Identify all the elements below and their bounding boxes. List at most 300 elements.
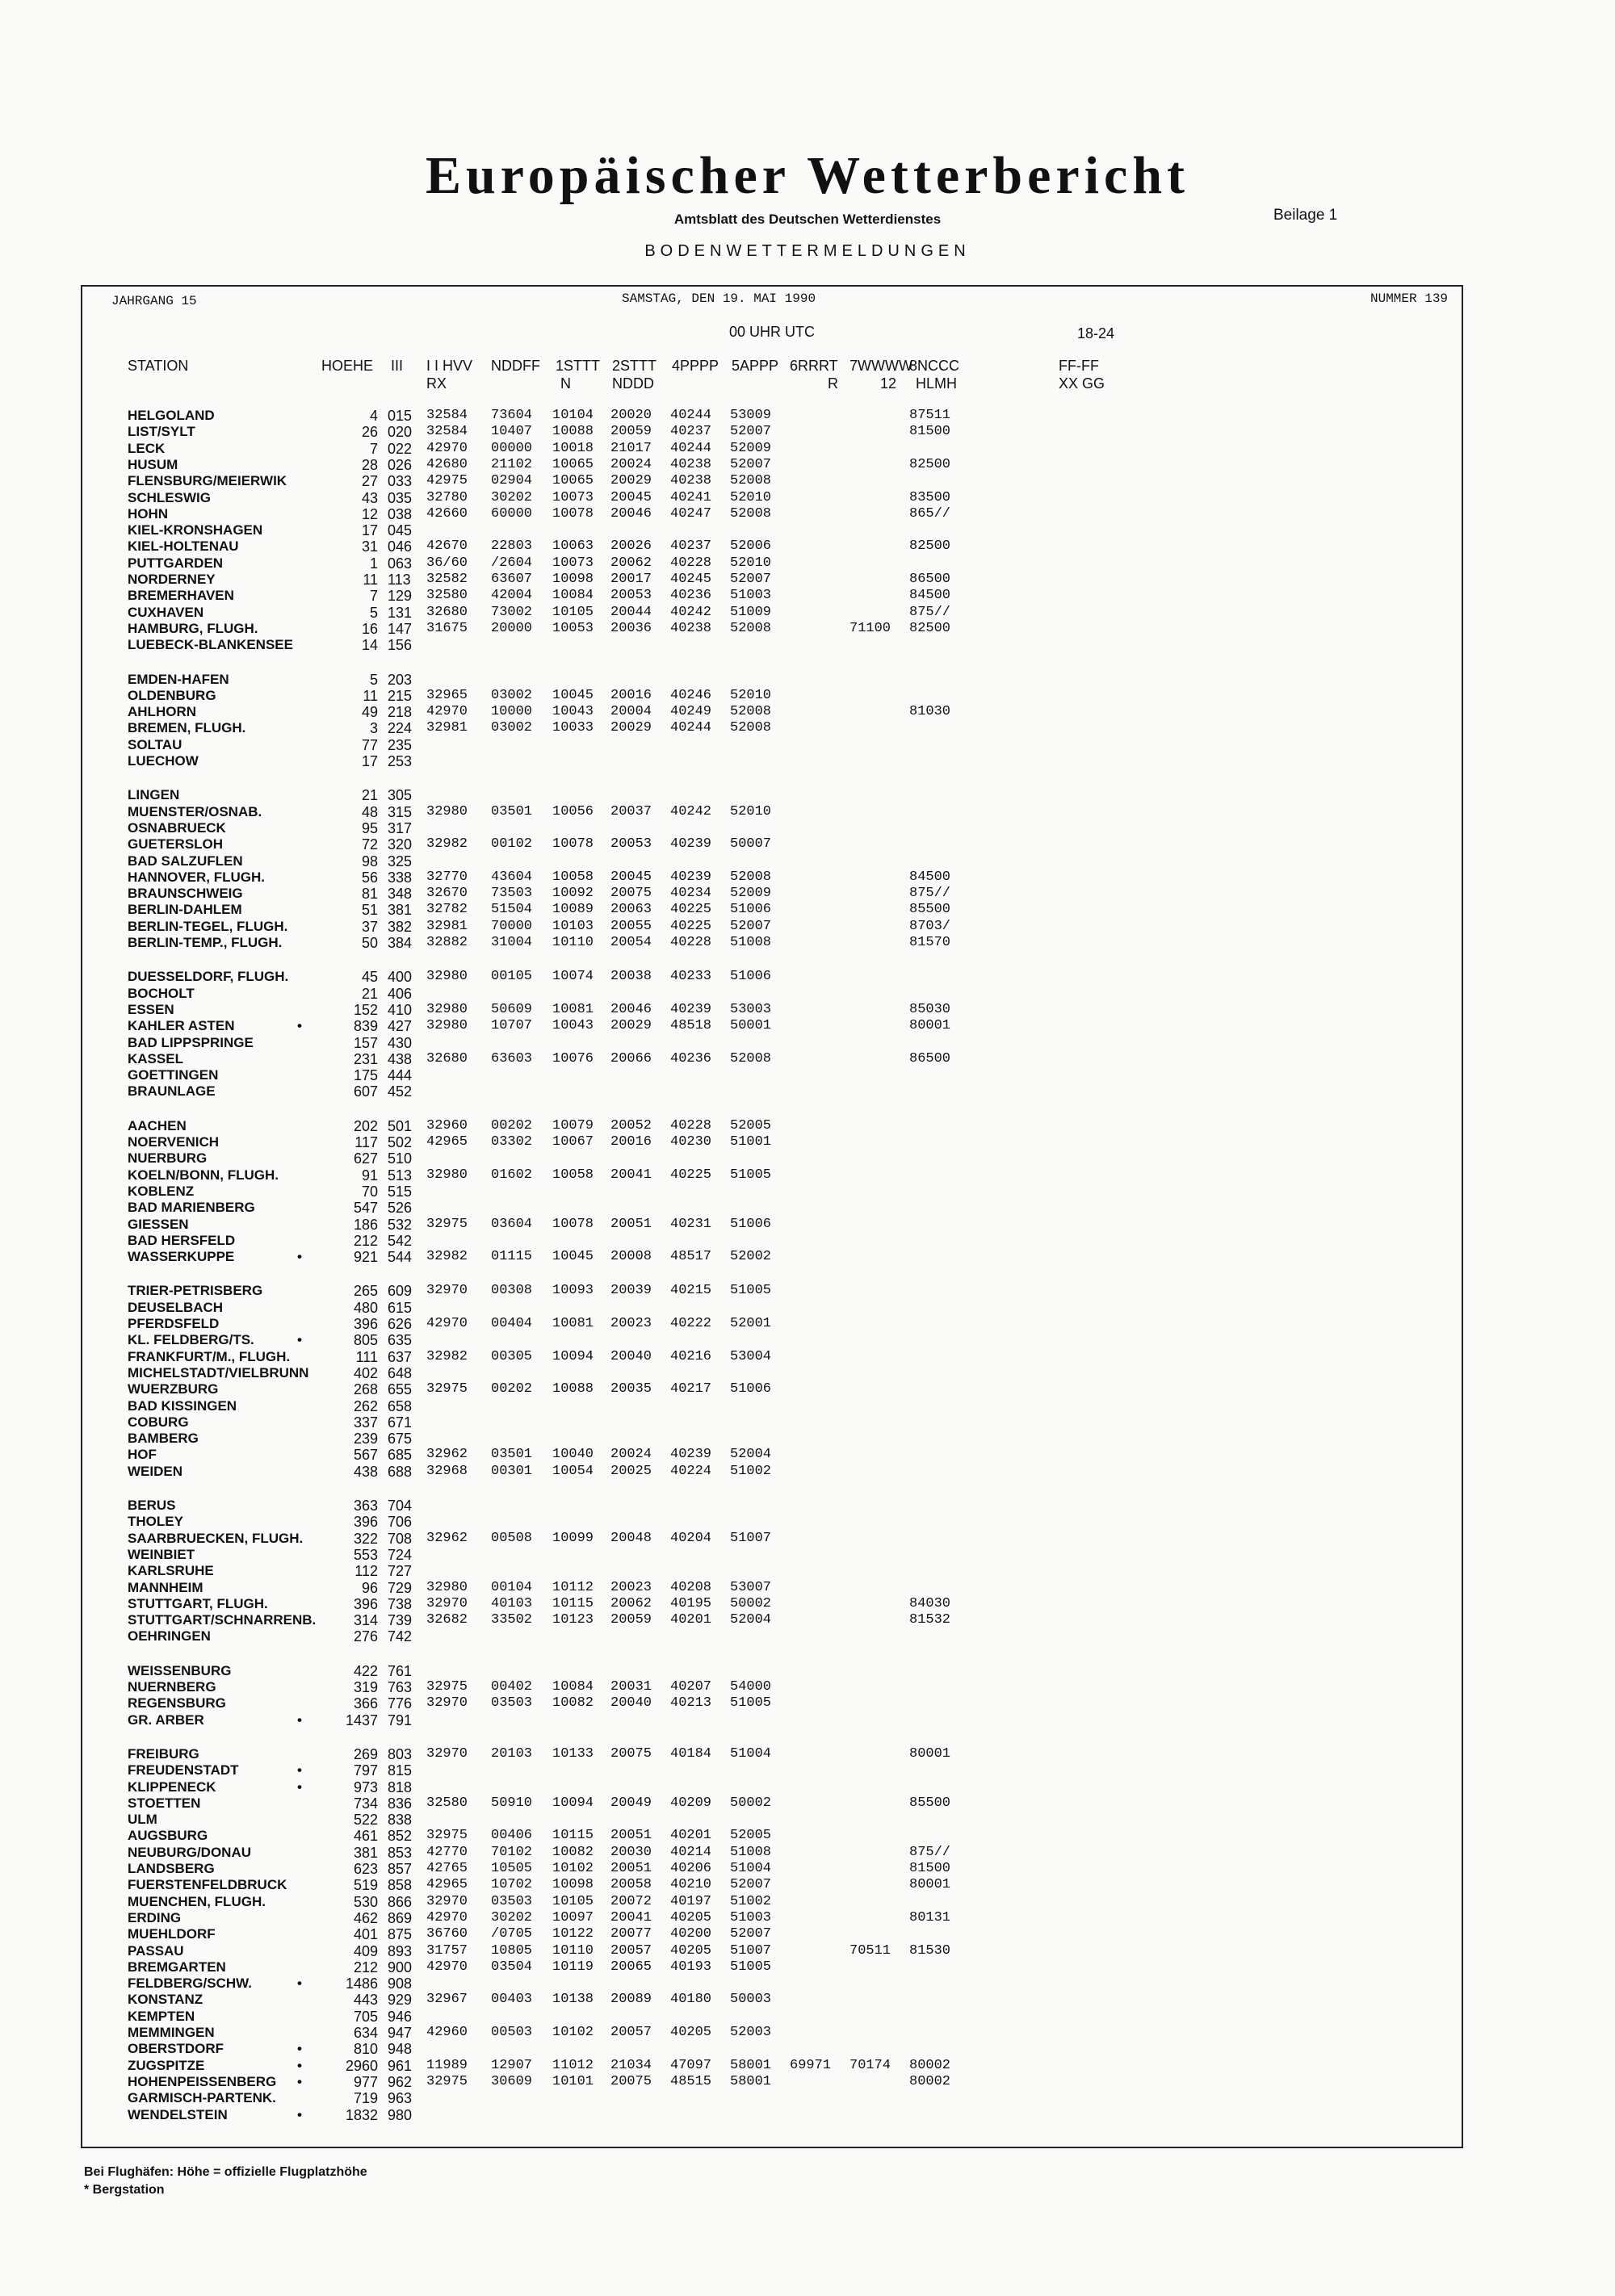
station-elevation: 11 — [363, 687, 378, 704]
col-12: 12 — [880, 375, 897, 392]
table-row — [0, 919, 1615, 935]
synop-group: 32584 — [426, 424, 468, 440]
table-row — [0, 2058, 1615, 2074]
synop-group: 40201 — [670, 1612, 712, 1628]
station-elevation: 81 — [361, 886, 378, 903]
synop-group: 82500 — [909, 456, 951, 472]
synop-group: 70511 — [849, 1942, 891, 1959]
synop-group: 03504 — [491, 1959, 533, 1975]
station-elevation: 31 — [361, 538, 378, 555]
table-row — [0, 1514, 1615, 1530]
station-name: NORDERNEY — [128, 572, 216, 587]
station-elevation: 231 — [353, 1050, 378, 1067]
synop-group: 84500 — [909, 588, 951, 604]
table-row — [0, 753, 1615, 769]
station-index: 980 — [388, 2106, 413, 2123]
synop-group: 53004 — [730, 1348, 772, 1364]
station-elevation: 269 — [353, 1745, 378, 1762]
table-row — [0, 1067, 1615, 1083]
station-name: HOHENPEISSENBERG — [128, 2073, 277, 2089]
station-elevation: 21 — [361, 985, 378, 1002]
synop-group: 85500 — [909, 1795, 951, 1811]
supplement-label: Beilage 1 — [1273, 207, 1338, 224]
synop-group: 40241 — [670, 489, 712, 505]
synop-group: 02904 — [491, 473, 533, 489]
station-elevation: 70 — [361, 1183, 378, 1200]
table-row — [0, 1365, 1615, 1381]
synop-group: 20053 — [610, 836, 652, 853]
synop-group: 10067 — [552, 1134, 594, 1150]
table-row — [0, 1563, 1615, 1579]
synop-group: 03302 — [491, 1134, 533, 1150]
station-index: 045 — [388, 522, 413, 539]
synop-group: 48515 — [670, 2073, 712, 2089]
synop-group: 53007 — [730, 1579, 772, 1595]
station-name: WEISSENBURG — [128, 1662, 232, 1678]
synop-group: 10074 — [552, 969, 594, 985]
station-index: 035 — [388, 489, 413, 506]
synop-group: 20044 — [610, 604, 652, 620]
synop-group: 52007 — [730, 456, 772, 472]
table-row — [0, 441, 1615, 457]
report-subtitle: Amtsblatt des Deutschen Wetterdienstes — [673, 212, 942, 227]
station-elevation: 839 — [353, 1018, 378, 1035]
synop-group: 52010 — [730, 489, 772, 505]
synop-group: 03604 — [491, 1216, 533, 1232]
synop-group: 40236 — [670, 588, 712, 604]
station-elevation: 810 — [353, 2041, 378, 2058]
station-name: OBERSTDORF — [128, 2041, 224, 2057]
station-elevation: 17 — [361, 753, 378, 769]
table-row — [0, 853, 1615, 869]
station-elevation: 212 — [353, 1232, 378, 1249]
synop-group: 40242 — [670, 803, 712, 819]
synop-group: 20059 — [610, 424, 652, 440]
station-name: FREIBURG — [128, 1745, 199, 1762]
station-index: 739 — [388, 1612, 413, 1629]
synop-group: 42970 — [426, 1316, 468, 1331]
synop-group: 11989 — [426, 2057, 468, 2073]
table-row — [0, 1795, 1615, 1812]
synop-group: 63607 — [491, 572, 533, 587]
synop-group: 10805 — [491, 1942, 533, 1959]
station-name: BERLIN-TEGEL, FLUGH. — [128, 918, 288, 934]
synop-group: 10101 — [552, 2073, 594, 2089]
synop-group: 42680 — [426, 456, 468, 472]
station-elevation: 438 — [353, 1463, 378, 1480]
station-elevation: 12 — [361, 505, 378, 522]
station-elevation: 627 — [353, 1150, 378, 1167]
station-elevation: 51 — [361, 902, 378, 919]
synop-group: 32980 — [426, 969, 468, 985]
station-index: 320 — [388, 836, 413, 853]
col-8nccc: 8NCCC — [909, 358, 960, 374]
synop-group: 52008 — [730, 505, 772, 522]
synop-group: 00508 — [491, 1530, 533, 1546]
station-name: SCHLESWIG — [128, 489, 211, 505]
period-label: 18-24 — [1077, 325, 1115, 341]
synop-group: 50003 — [730, 1992, 772, 2008]
station-name: KAHLER ASTEN — [128, 1018, 235, 1034]
synop-group: 42975 — [426, 473, 468, 489]
station-elevation: 607 — [353, 1083, 378, 1100]
station-name: KIEL-HOLTENAU — [128, 538, 239, 555]
synop-group: 40249 — [670, 704, 712, 720]
synop-group: 51003 — [730, 1909, 772, 1925]
synop-group: 20077 — [610, 1926, 652, 1942]
synop-group: 32982 — [426, 836, 468, 853]
synop-group: 40225 — [670, 1167, 712, 1183]
synop-group: 81570 — [909, 935, 951, 950]
synop-group: 51004 — [730, 1745, 772, 1762]
station-index: 615 — [388, 1299, 413, 1316]
synop-group: 36/60 — [426, 555, 468, 571]
synop-group: 20062 — [610, 555, 652, 571]
synop-group: 20075 — [610, 2073, 652, 2089]
synop-group: 20072 — [610, 1893, 652, 1909]
report-title: Europäischer Wetterbericht — [425, 146, 1190, 205]
synop-group: 20016 — [610, 687, 652, 703]
col-ihvv: I I HVV — [426, 358, 473, 374]
table-row — [0, 1083, 1615, 1100]
station-name: BERLIN-DAHLEM — [128, 902, 242, 918]
station-elevation: 314 — [353, 1612, 378, 1629]
synop-group: 20075 — [610, 1745, 652, 1762]
synop-group: 20031 — [610, 1679, 652, 1695]
station-index: 838 — [388, 1812, 413, 1829]
synop-group: 40246 — [670, 687, 712, 703]
col-6rrrt: 6RRRT — [790, 358, 838, 374]
synop-group: 40222 — [670, 1316, 712, 1331]
synop-group: 10097 — [552, 1909, 594, 1925]
synop-group: 20059 — [610, 1612, 652, 1628]
station-elevation: 28 — [361, 456, 378, 473]
synop-group: 81530 — [909, 1942, 951, 1959]
synop-group: 20037 — [610, 803, 652, 819]
station-index: 513 — [388, 1167, 413, 1184]
synop-group: 32981 — [426, 918, 468, 934]
table-row — [0, 572, 1615, 588]
station-name: COBURG — [128, 1414, 189, 1430]
synop-group: 10505 — [491, 1861, 533, 1876]
synop-group: 42970 — [426, 1909, 468, 1925]
synop-group: 40247 — [670, 505, 712, 522]
synop-group: 20062 — [610, 1595, 652, 1611]
table-row — [0, 2090, 1615, 2106]
col-2sttt: 2STTT — [612, 358, 657, 374]
station-index: 305 — [388, 787, 413, 804]
synop-group: 40244 — [670, 440, 712, 456]
synop-group: 8703/ — [909, 918, 951, 934]
synop-group: 20051 — [610, 1828, 652, 1844]
synop-group: 20020 — [610, 408, 652, 423]
table-row — [0, 787, 1615, 803]
station-name: PUTTGARDEN — [128, 555, 224, 571]
station-elevation: 95 — [361, 819, 378, 836]
table-row — [0, 820, 1615, 836]
station-index: 215 — [388, 687, 413, 704]
station-index: 532 — [388, 1216, 413, 1233]
station-name: HANNOVER, FLUGH. — [128, 869, 265, 885]
synop-group: 30202 — [491, 1909, 533, 1925]
station-elevation: 98 — [361, 853, 378, 869]
station-index: 708 — [388, 1530, 413, 1547]
col-1sttt: 1STTT — [556, 358, 601, 374]
synop-group: 40180 — [670, 1992, 712, 2008]
synop-group: 40238 — [670, 473, 712, 489]
station-index: 803 — [388, 1745, 413, 1762]
synop-group: 32975 — [426, 1679, 468, 1695]
station-index: 033 — [388, 473, 413, 490]
synop-group: 48518 — [670, 1018, 712, 1034]
synop-group: 10053 — [552, 620, 594, 636]
station-index: 857 — [388, 1861, 413, 1877]
table-row — [0, 1812, 1615, 1828]
station-name: WENDELSTEIN — [128, 2106, 228, 2122]
station-elevation: 462 — [353, 1909, 378, 1926]
table-row — [0, 672, 1615, 688]
synop-group: 52004 — [730, 1612, 772, 1628]
synop-group: 10102 — [552, 2025, 594, 2040]
synop-group: 81500 — [909, 424, 951, 440]
synop-group: 10110 — [552, 1942, 594, 1959]
station-index: 253 — [388, 753, 413, 769]
synop-group: 52002 — [730, 1249, 772, 1265]
synop-group: 51005 — [730, 1283, 772, 1299]
station-name: FLENSBURG/MEIERWIK — [128, 473, 287, 489]
synop-group: 40103 — [491, 1595, 533, 1611]
table-row — [0, 1464, 1615, 1480]
synop-group: 42965 — [426, 1134, 468, 1150]
synop-group: 00402 — [491, 1679, 533, 1695]
table-row — [0, 1695, 1615, 1712]
synop-group: 10084 — [552, 1679, 594, 1695]
synop-group: 20057 — [610, 1942, 652, 1959]
table-row — [0, 1762, 1615, 1779]
mountain-station-marker: • — [297, 1975, 302, 1992]
table-row — [0, 1002, 1615, 1018]
synop-group: 10103 — [552, 918, 594, 934]
station-elevation: 16 — [361, 620, 378, 637]
synop-group: 20041 — [610, 1909, 652, 1925]
synop-group: 32962 — [426, 1530, 468, 1546]
station-name: OLDENBURG — [128, 687, 216, 703]
station-name: KL. FELDBERG/TS. — [128, 1332, 254, 1348]
table-row — [0, 704, 1615, 720]
synop-group: 40224 — [670, 1463, 712, 1479]
synop-group: 32680 — [426, 604, 468, 620]
table-row — [0, 1828, 1615, 1844]
station-index: 706 — [388, 1514, 413, 1531]
synop-group: 10056 — [552, 803, 594, 819]
synop-group: 03501 — [491, 1447, 533, 1463]
synop-group: 10054 — [552, 1463, 594, 1479]
synop-group: 20103 — [491, 1745, 533, 1762]
synop-group: 40237 — [670, 424, 712, 440]
synop-group: 01602 — [491, 1167, 533, 1183]
station-name: DEUSELBACH — [128, 1299, 224, 1315]
synop-group: 31004 — [491, 935, 533, 950]
station-index: 542 — [388, 1232, 413, 1249]
synop-group: 10098 — [552, 1877, 594, 1893]
table-row — [0, 1547, 1615, 1563]
synop-group: 10040 — [552, 1447, 594, 1463]
station-name: KONSTANZ — [128, 1992, 203, 2008]
synop-group: 10105 — [552, 1893, 594, 1909]
synop-group: 40205 — [670, 1942, 712, 1959]
station-index: 218 — [388, 704, 413, 721]
table-row — [0, 1992, 1615, 2008]
table-row — [0, 1926, 1615, 1942]
col-nddd: NDDD — [612, 375, 654, 392]
synop-group: 20049 — [610, 1795, 652, 1811]
station-index: 515 — [388, 1183, 413, 1200]
synop-group: 10093 — [552, 1283, 594, 1299]
synop-group: 20054 — [610, 935, 652, 950]
table-row — [0, 1167, 1615, 1184]
station-index: 858 — [388, 1877, 413, 1894]
col-r: R — [828, 375, 838, 392]
synop-group: 20023 — [610, 1316, 652, 1331]
station-elevation: 522 — [353, 1812, 378, 1829]
synop-group: 52008 — [730, 473, 772, 489]
synop-group: 42770 — [426, 1844, 468, 1860]
station-name: TRIER-PETRISBERG — [128, 1283, 263, 1299]
synop-group: 20048 — [610, 1530, 652, 1546]
synop-group: 40225 — [670, 918, 712, 934]
station-name: KOELN/BONN, FLUGH. — [128, 1167, 279, 1183]
station-index: 609 — [388, 1283, 413, 1300]
station-name: BOCHOLT — [128, 985, 195, 1001]
synop-group: 00202 — [491, 1381, 533, 1397]
station-name: FREUDENSTADT — [128, 1762, 239, 1779]
synop-group: 30609 — [491, 2073, 533, 2089]
synop-group: 875// — [909, 604, 951, 620]
table-row — [0, 1580, 1615, 1596]
synop-group: 40197 — [670, 1893, 712, 1909]
synop-group: 51002 — [730, 1463, 772, 1479]
synop-group: 10133 — [552, 1745, 594, 1762]
station-index: 908 — [388, 1975, 413, 1992]
station-index: 763 — [388, 1679, 413, 1695]
station-elevation: 11 — [363, 572, 378, 588]
mountain-station-marker: • — [297, 2106, 302, 2122]
station-name: BREMERHAVEN — [128, 588, 234, 604]
station-name: EMDEN-HAFEN — [128, 671, 229, 687]
synop-group: 40228 — [670, 935, 712, 950]
synop-group: 00503 — [491, 2025, 533, 2040]
station-name: KASSEL — [128, 1050, 183, 1066]
station-elevation: 1486 — [345, 1975, 378, 1992]
synop-group: 52001 — [730, 1316, 772, 1331]
station-name: HELGOLAND — [128, 408, 215, 423]
table-row — [0, 2074, 1615, 2090]
synop-group: 32970 — [426, 1283, 468, 1299]
synop-group: 10082 — [552, 1844, 594, 1860]
synop-group: 52005 — [730, 1828, 772, 1844]
station-index: 203 — [388, 671, 413, 688]
synop-group: 40205 — [670, 2025, 712, 2040]
station-index: 015 — [388, 408, 413, 424]
synop-group: 52010 — [730, 803, 772, 819]
mountain-station-marker: • — [297, 1332, 302, 1348]
col-7wwww: 7WWWW — [849, 358, 912, 374]
table-row — [0, 1498, 1615, 1514]
synop-group: 20038 — [610, 969, 652, 985]
station-elevation: 43 — [361, 489, 378, 506]
table-row — [0, 1943, 1615, 1959]
synop-group: 32975 — [426, 1828, 468, 1844]
synop-group: 40209 — [670, 1795, 712, 1811]
synop-group: 10123 — [552, 1612, 594, 1628]
synop-group: 20052 — [610, 1117, 652, 1133]
mountain-station-marker: • — [297, 2041, 302, 2057]
synop-group: 80001 — [909, 1745, 951, 1762]
station-index: 875 — [388, 1926, 413, 1943]
station-name: GR. ARBER — [128, 1712, 204, 1728]
station-name: MUENCHEN, FLUGH. — [128, 1893, 266, 1909]
synop-group: 81500 — [909, 1861, 951, 1876]
synop-group: 47097 — [670, 2057, 712, 2073]
table-row — [0, 969, 1615, 985]
station-elevation: 212 — [353, 1959, 378, 1975]
synop-group: 10058 — [552, 869, 594, 885]
synop-group: 51004 — [730, 1861, 772, 1876]
station-index: 348 — [388, 886, 413, 903]
table-row — [0, 1300, 1615, 1316]
synop-group: 32960 — [426, 1117, 468, 1133]
station-index: 427 — [388, 1018, 413, 1035]
col-hoehe: HOEHE — [321, 358, 374, 374]
station-elevation: 21 — [361, 787, 378, 804]
synop-group: 10076 — [552, 1050, 594, 1066]
station-name: LIST/SYLT — [128, 424, 195, 440]
synop-group: 52006 — [730, 538, 772, 555]
col-iii: III — [391, 358, 404, 374]
station-index: 648 — [388, 1364, 413, 1381]
synop-group: 40230 — [670, 1134, 712, 1150]
station-index: 961 — [388, 2057, 413, 2074]
synop-group: 52005 — [730, 1117, 772, 1133]
synop-group: 73604 — [491, 408, 533, 423]
volume-label: JAHRGANG 15 — [111, 294, 197, 308]
synop-group: 00403 — [491, 1992, 533, 2008]
synop-group: 50007 — [730, 836, 772, 853]
synop-group: 63603 — [491, 1050, 533, 1066]
station-index: 400 — [388, 969, 413, 986]
station-elevation: 26 — [361, 424, 378, 441]
table-row — [0, 408, 1615, 424]
synop-group: 32967 — [426, 1992, 468, 2008]
table-row — [0, 1118, 1615, 1134]
synop-group: 70174 — [849, 2057, 891, 2073]
synop-group: 10088 — [552, 1381, 594, 1397]
synop-group: 42970 — [426, 440, 468, 456]
synop-group: 70000 — [491, 918, 533, 934]
synop-group: 865// — [909, 505, 951, 522]
synop-group: 10138 — [552, 1992, 594, 2008]
synop-group: 32780 — [426, 489, 468, 505]
synop-group: 20024 — [610, 1447, 652, 1463]
table-row — [0, 1712, 1615, 1728]
col-xxgg: XX GG — [1059, 375, 1105, 392]
table-row — [0, 720, 1615, 736]
synop-group: 40239 — [670, 836, 712, 853]
station-index: 501 — [388, 1117, 413, 1134]
synop-group: 80002 — [909, 2057, 951, 2073]
station-name: GIESSEN — [128, 1216, 189, 1232]
station-index: 406 — [388, 985, 413, 1002]
